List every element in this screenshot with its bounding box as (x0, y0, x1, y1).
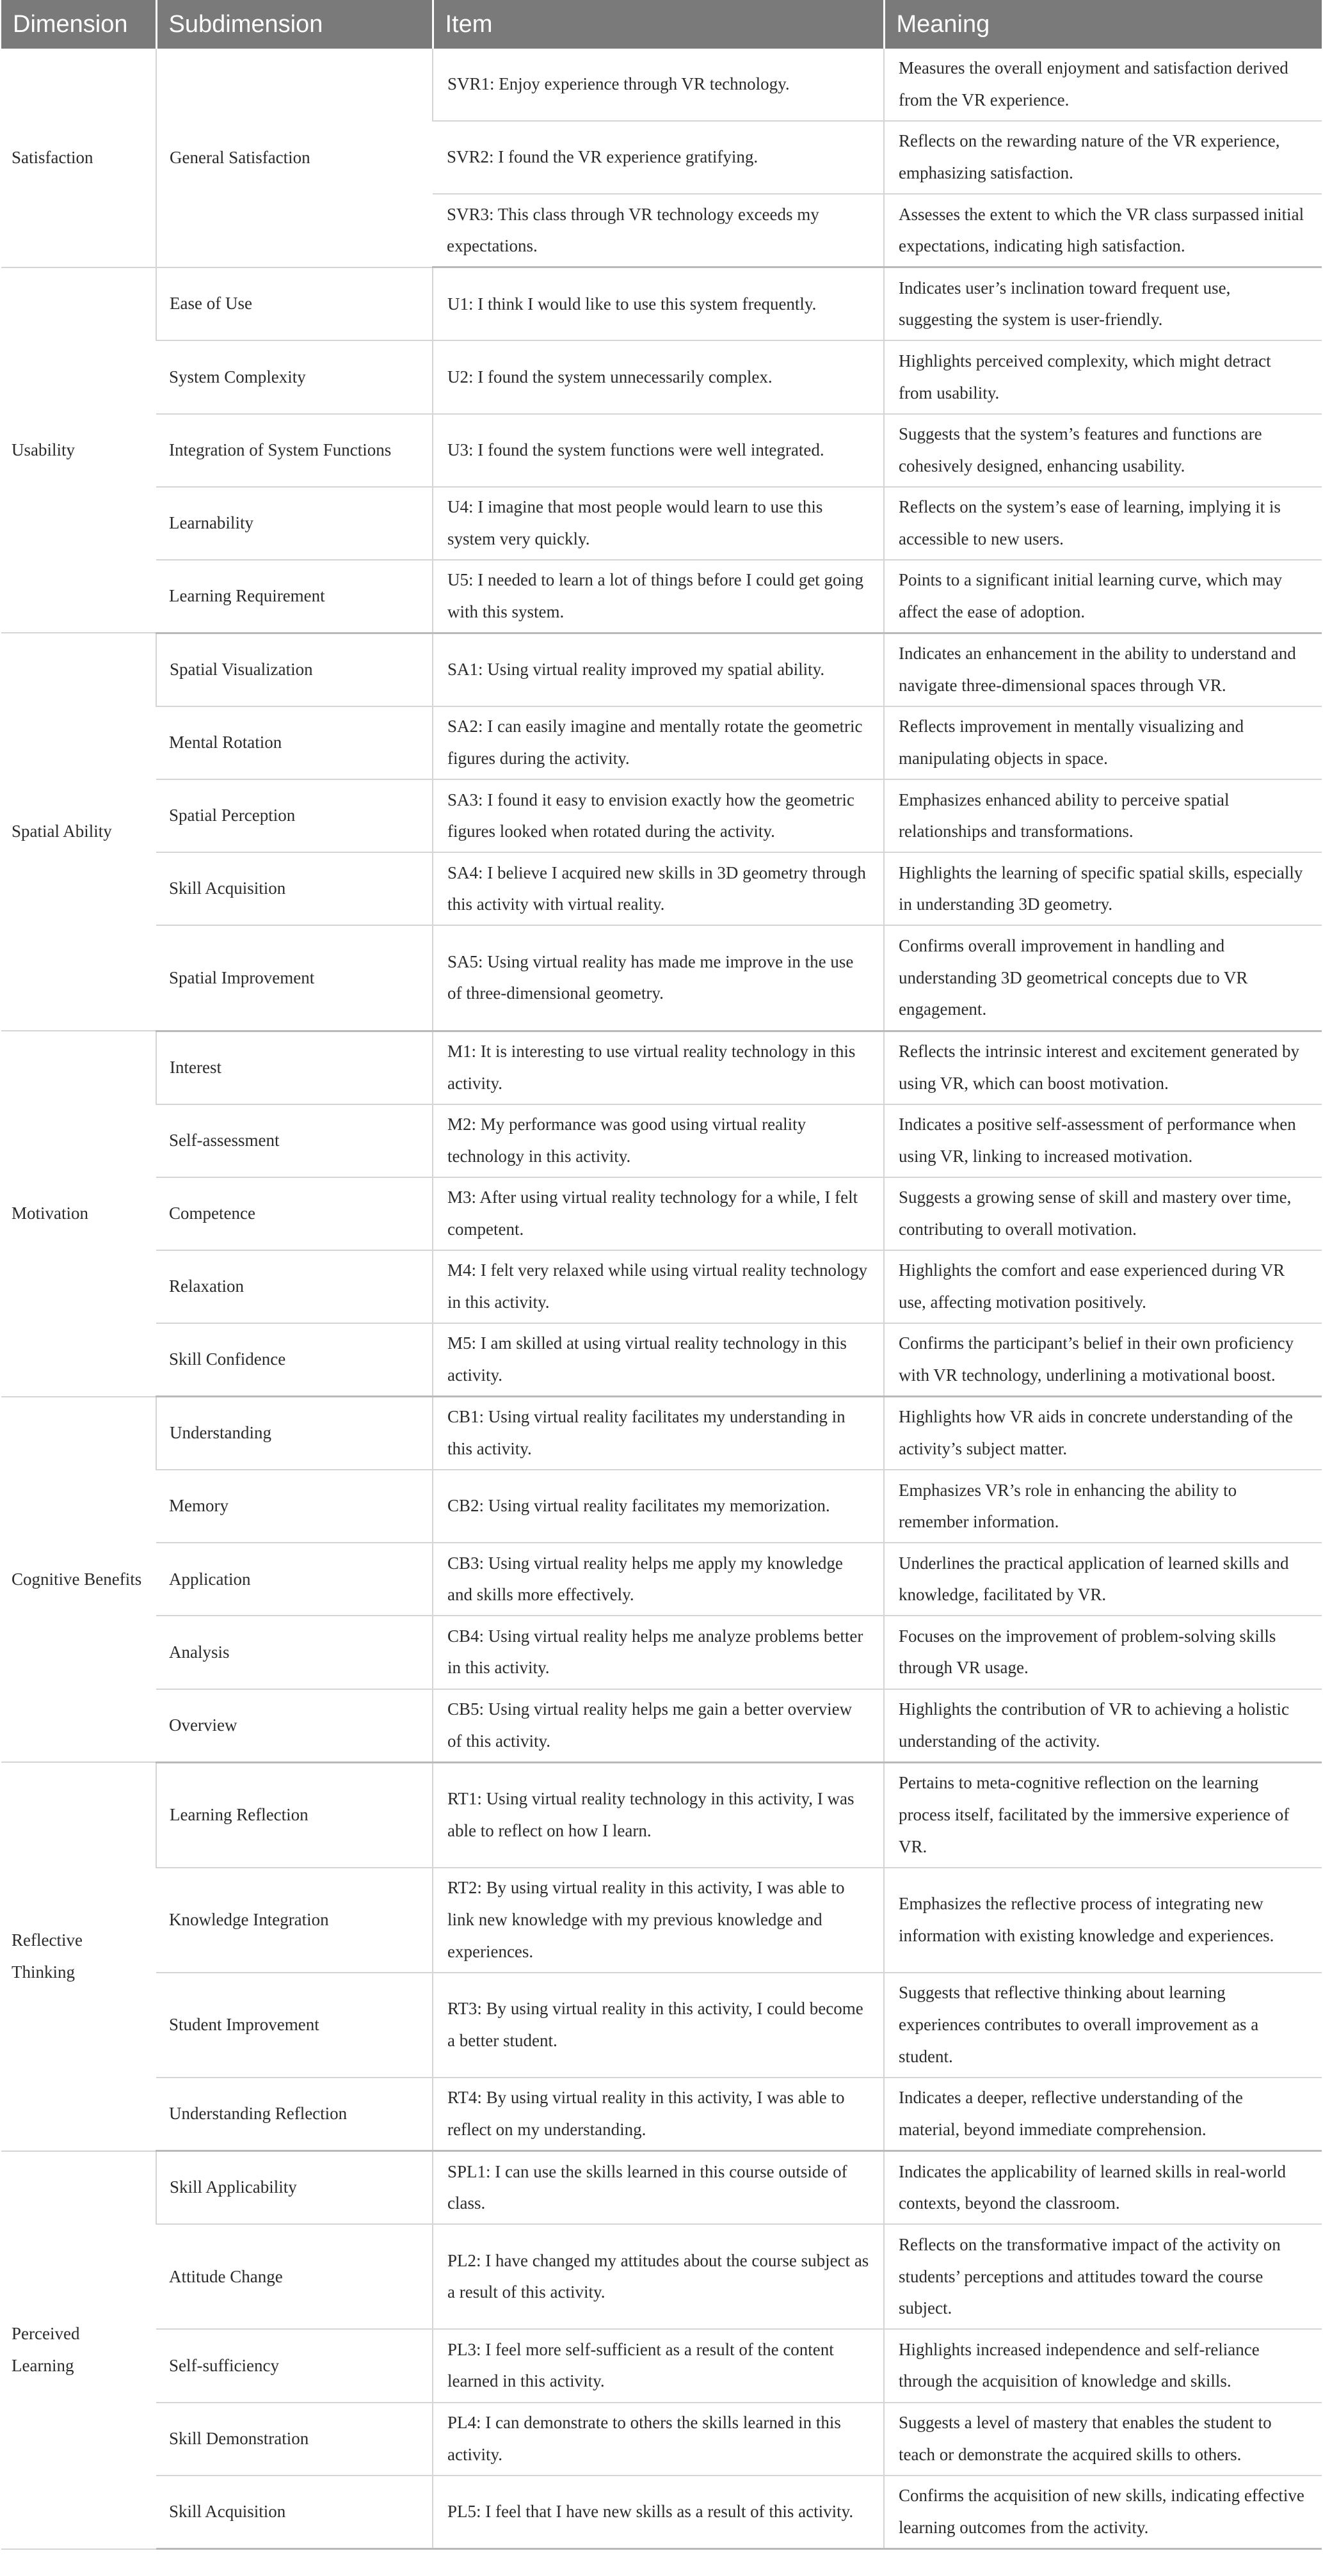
table-row (1, 633, 1322, 706)
table-row (1, 1616, 1322, 1689)
table-row (1, 560, 1322, 633)
meaning-cell: Reflects the intrinsic interest and excitement generated by using VR, which can boost motivation. (884, 1031, 1322, 1104)
subdimension-cell: Attitude Change (156, 2224, 433, 2329)
table-row (1, 706, 1322, 779)
meaning-cell: Suggests a growing sense of skill and mastery over time, contributing to overall motivation. (884, 1177, 1322, 1250)
dimension-cell: Satisfaction (1, 49, 156, 267)
item-cell: SPL1: I can use the skills learned in this course outside of class. (433, 2151, 884, 2225)
subdimension-cell: Skill Confidence (156, 1323, 433, 1397)
item-cell: SA3: I found it easy to envision exactly how the geometric figures looked when rotated during the activity. (433, 779, 884, 852)
item-cell: CB4: Using virtual reality helps me analyze problems better in this activity. (433, 1616, 884, 1689)
item-cell: M2: My performance was good using virtual reality technology in this activity. (433, 1104, 884, 1177)
item-cell: CB1: Using virtual reality facilitates my understanding in this activity. (433, 1397, 884, 1470)
meaning-cell: Assesses the extent to which the VR class surpassed initial expectations, indicating high satisfaction. (884, 194, 1322, 267)
item-cell: SVR3: This class through VR technology exceeds my expectations. (433, 194, 884, 267)
item-cell: SA4: I believe I acquired new skills in 3D geometry through this activity with virtual reality. (433, 852, 884, 925)
subdimension-cell: Understanding (156, 1397, 433, 1470)
subdimension-cell: System Complexity (156, 340, 433, 413)
item-cell: CB5: Using virtual reality helps me gain a better overview of this activity. (433, 1689, 884, 1763)
table-row (1, 1689, 1322, 1763)
meaning-cell: Underlines the practical application of learned skills and knowledge, facilitated by VR. (884, 1543, 1322, 1616)
meaning-cell: Confirms the participant’s belief in their own proficiency with VR technology, underlining a motivational boost. (884, 1323, 1322, 1397)
header-dimension: Dimension (1, 0, 156, 49)
meaning-cell: Emphasizes the reflective process of integrating new information with existing knowledge and experiences. (884, 1868, 1322, 1973)
meaning-cell: Suggests a level of mastery that enables the student to teach or demonstrate the acquired skills to others. (884, 2403, 1322, 2476)
subdimension-cell: Student Improvement (156, 1973, 433, 2078)
item-cell: U1: I think I would like to use this system frequently. (433, 267, 884, 341)
subdimension-cell: Spatial Improvement (156, 925, 433, 1031)
meaning-cell: Indicates user’s inclination toward frequent use, suggesting the system is user-friendly. (884, 267, 1322, 341)
table-row (1, 779, 1322, 852)
meaning-cell: Reflects on the rewarding nature of the VR experience, emphasizing satisfaction. (884, 121, 1322, 194)
subdimension-cell: Overview (156, 1689, 433, 1763)
header-row (1, 0, 1322, 49)
meaning-cell: Reflects on the transformative impact of the activity on students’ perceptions and attitudes toward the course subject. (884, 2224, 1322, 2329)
table-row (1, 2329, 1322, 2402)
meaning-cell: Emphasizes enhanced ability to perceive spatial relationships and transformations. (884, 779, 1322, 852)
table-row (1, 925, 1322, 1031)
meaning-cell: Highlights increased independence and self-reliance through the acquisition of knowledge and skills. (884, 2329, 1322, 2402)
subdimension-cell: Memory (156, 1470, 433, 1543)
header-item: Item (433, 0, 884, 49)
item-cell: U5: I needed to learn a lot of things before I could get going with this system. (433, 560, 884, 633)
subdimension-cell: Spatial Visualization (156, 633, 433, 706)
table-row (1, 852, 1322, 925)
table-row (1, 1973, 1322, 2078)
table-row (1, 1762, 1322, 1868)
dimension-cell: Spatial Ability (1, 633, 156, 1031)
table-row (1, 267, 1322, 341)
subdimension-cell: Skill Acquisition (156, 2476, 433, 2549)
item-cell: U3: I found the system functions were well integrated. (433, 414, 884, 487)
header-meaning: Meaning (884, 0, 1322, 49)
item-cell: PL2: I have changed my attitudes about the course subject as a result of this activity. (433, 2224, 884, 2329)
subdimension-cell: Mental Rotation (156, 706, 433, 779)
meaning-cell: Highlights how VR aids in concrete understanding of the activity’s subject matter. (884, 1397, 1322, 1470)
table-row (1, 1397, 1322, 1470)
subdimension-cell: General Satisfaction (156, 49, 433, 267)
item-cell: PL5: I feel that I have new skills as a result of this activity. (433, 2476, 884, 2549)
meaning-cell: Indicates an enhancement in the ability to understand and navigate three-dimensional spaces through VR. (884, 633, 1322, 706)
subdimension-cell: Understanding Reflection (156, 2078, 433, 2151)
table-row (1, 1543, 1322, 1616)
subdimension-cell: Learnability (156, 487, 433, 560)
item-cell: SVR2: I found the VR experience gratifying. (433, 121, 884, 194)
subdimension-cell: Skill Applicability (156, 2151, 433, 2225)
item-cell: M3: After using virtual reality technology for a while, I felt competent. (433, 1177, 884, 1250)
item-cell: CB3: Using virtual reality helps me apply my knowledge and skills more effectively. (433, 1543, 884, 1616)
table-row (1, 487, 1322, 560)
subdimension-cell: Analysis (156, 1616, 433, 1689)
item-cell: SVR1: Enjoy experience through VR technology. (433, 49, 884, 121)
meaning-cell: Suggests that the system’s features and functions are cohesively designed, enhancing usability. (884, 414, 1322, 487)
dimension-cell: Motivation (1, 1031, 156, 1397)
meaning-cell: Highlights the contribution of VR to achieving a holistic understanding of the activity. (884, 1689, 1322, 1763)
meaning-cell: Confirms the acquisition of new skills, indicating effective learning outcomes from the activity. (884, 2476, 1322, 2549)
item-cell: M1: It is interesting to use virtual reality technology in this activity. (433, 1031, 884, 1104)
meaning-cell: Points to a significant initial learning curve, which may affect the ease of adoption. (884, 560, 1322, 633)
meaning-cell: Indicates a positive self-assessment of performance when using VR, linking to increased motivation. (884, 1104, 1322, 1177)
item-cell: SA1: Using virtual reality improved my spatial ability. (433, 633, 884, 706)
item-cell: RT4: By using virtual reality in this activity, I was able to reflect on my understanding. (433, 2078, 884, 2151)
subdimension-cell: Application (156, 1543, 433, 1616)
meaning-cell: Highlights the comfort and ease experienced during VR use, affecting motivation positively. (884, 1250, 1322, 1323)
table-row (1, 49, 1322, 121)
subdimension-cell: Ease of Use (156, 267, 433, 341)
meaning-cell: Indicates a deeper, reflective understanding of the material, beyond immediate comprehension. (884, 2078, 1322, 2151)
item-cell: CB2: Using virtual reality facilitates my memorization. (433, 1470, 884, 1543)
header-subdimension: Subdimension (156, 0, 433, 49)
meaning-cell: Focuses on the improvement of problem-solving skills through VR usage. (884, 1616, 1322, 1689)
subdimension-cell: Skill Acquisition (156, 852, 433, 925)
table-row (1, 2476, 1322, 2549)
table-row (1, 1250, 1322, 1323)
item-cell: U2: I found the system unnecessarily complex. (433, 340, 884, 413)
meaning-cell: Pertains to meta-cognitive reflection on the learning process itself, facilitated by the immersive experience of VR. (884, 1762, 1322, 1868)
subdimension-cell: Learning Requirement (156, 560, 433, 633)
table-row (1, 1323, 1322, 1397)
item-cell: M5: I am skilled at using virtual reality technology in this activity. (433, 1323, 884, 1397)
meaning-cell: Reflects on the system’s ease of learning, implying it is accessible to new users. (884, 487, 1322, 560)
table-row (1, 2224, 1322, 2329)
subdimension-cell: Relaxation (156, 1250, 433, 1323)
table-row (1, 340, 1322, 413)
item-cell: RT2: By using virtual reality in this activity, I was able to link new knowledge with my previous knowledge and experiences. (433, 1868, 884, 1973)
meaning-cell: Highlights the learning of specific spatial skills, especially in understanding 3D geometry. (884, 852, 1322, 925)
item-cell: PL4: I can demonstrate to others the skills learned in this activity. (433, 2403, 884, 2476)
table-row (1, 1177, 1322, 1250)
subdimension-cell: Interest (156, 1031, 433, 1104)
table-row (1, 1031, 1322, 1104)
item-cell: SA2: I can easily imagine and mentally rotate the geometric figures during the activity. (433, 706, 884, 779)
item-cell: RT1: Using virtual reality technology in this activity, I was able to reflect on how I learn. (433, 1762, 884, 1868)
meaning-cell: Measures the overall enjoyment and satisfaction derived from the VR experience. (884, 49, 1322, 121)
table-row (1, 2403, 1322, 2476)
table-body (1, 49, 1322, 2549)
meaning-cell: Reflects improvement in mentally visualizing and manipulating objects in space. (884, 706, 1322, 779)
dimension-cell: Cognitive Benefits (1, 1397, 156, 1763)
subdimension-cell: Integration of System Functions (156, 414, 433, 487)
table-row (1, 1868, 1322, 1973)
subdimension-cell: Self-sufficiency (156, 2329, 433, 2402)
subdimension-cell: Learning Reflection (156, 1762, 433, 1868)
meaning-cell: Indicates the applicability of learned skills in real-world contexts, beyond the classroom. (884, 2151, 1322, 2225)
subdimension-cell: Competence (156, 1177, 433, 1250)
dimension-cell: Reflective Thinking (1, 1762, 156, 2151)
item-cell: RT3: By using virtual reality in this activity, I could become a better student. (433, 1973, 884, 2078)
dimension-cell: Perceived Learning (1, 2151, 156, 2549)
subdimension-cell: Self-assessment (156, 1104, 433, 1177)
subdimension-cell: Skill Demonstration (156, 2403, 433, 2476)
dimensions-table (1, 0, 1322, 2550)
item-cell: M4: I felt very relaxed while using virtual reality technology in this activity. (433, 1250, 884, 1323)
table-row (1, 2151, 1322, 2225)
subdimension-cell: Knowledge Integration (156, 1868, 433, 1973)
table-row (1, 2078, 1322, 2151)
item-cell: SA5: Using virtual reality has made me improve in the use of three-dimensional geometry. (433, 925, 884, 1031)
meaning-cell: Suggests that reflective thinking about learning experiences contributes to overall improvement as a student. (884, 1973, 1322, 2078)
table-row (1, 1470, 1322, 1543)
dimension-cell: Usability (1, 267, 156, 633)
item-cell: U4: I imagine that most people would learn to use this system very quickly. (433, 487, 884, 560)
item-cell: PL3: I feel more self-sufficient as a result of the content learned in this activity. (433, 2329, 884, 2402)
meaning-cell: Confirms overall improvement in handling and understanding 3D geometrical concepts due to VR engagement. (884, 925, 1322, 1031)
table-row (1, 414, 1322, 487)
subdimension-cell: Spatial Perception (156, 779, 433, 852)
meaning-cell: Emphasizes VR’s role in enhancing the ability to remember information. (884, 1470, 1322, 1543)
meaning-cell: Highlights perceived complexity, which might detract from usability. (884, 340, 1322, 413)
table-row (1, 1104, 1322, 1177)
